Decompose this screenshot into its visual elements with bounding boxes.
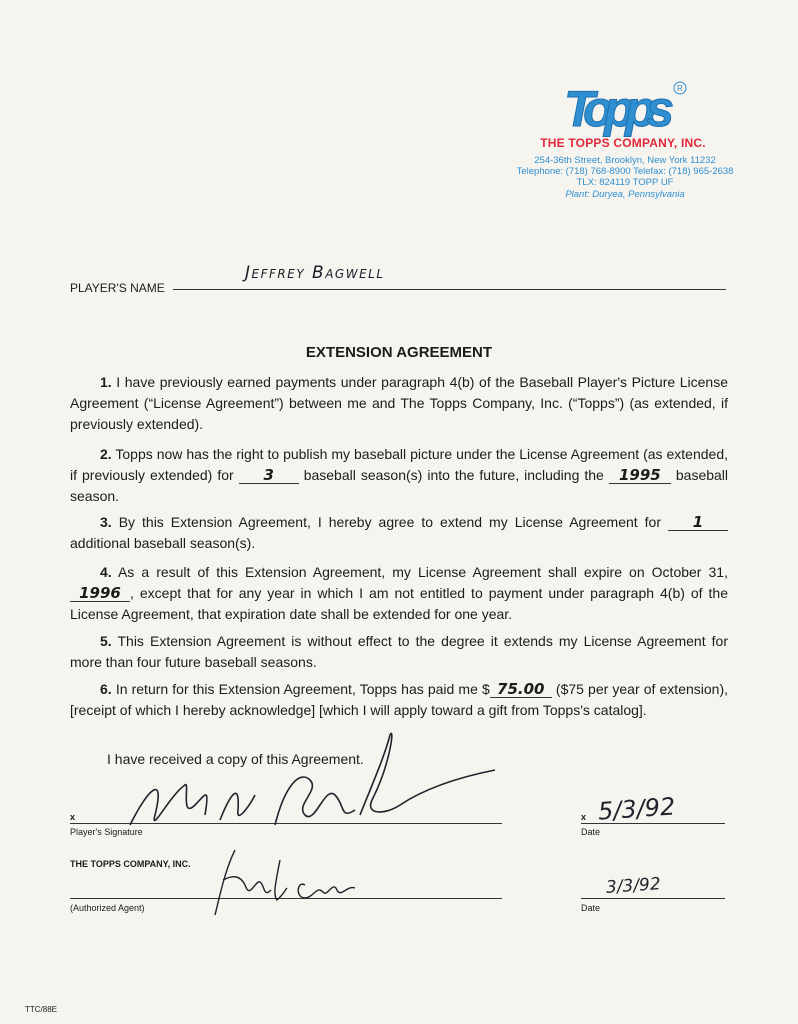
company-address: 254-36th Street, Brooklyn, New York 11232 xyxy=(534,155,716,166)
player-name-value: Jeffrey Bagwell xyxy=(245,263,385,283)
company-signature-label: THE TOPPS COMPANY, INC. xyxy=(70,859,191,869)
paragraph-text: I have previously earned payments under paragraph 4(b) of the Baseball Player's Picture License Agreement (“License Agreement”) between me and The Topps Company, Inc. (“Topps”) (as extended, if previously extended). xyxy=(70,374,729,432)
paragraph-5 xyxy=(70,631,728,673)
extend-count-fill: 1 xyxy=(668,514,728,531)
company-plant: Plant: Duryea, Pennsylvania xyxy=(565,189,685,200)
document-title: EXTENSION AGREEMENT xyxy=(305,344,493,361)
paragraph-3 xyxy=(70,512,728,554)
agent-date-value: 3/3/92 xyxy=(605,874,662,898)
paragraph-number: 5. xyxy=(100,633,112,649)
expire-year-fill: 1996 xyxy=(70,585,130,602)
paragraph-1 xyxy=(70,372,728,435)
paragraph-text: , except that for any year in which I am not entitled to payment under paragraph 4(b) of the License Agreement, that expiration date shall be extended for one year. xyxy=(70,585,728,622)
form-code: TTC/88E xyxy=(25,1005,58,1014)
paragraph-text: baseball season(s) into the future, including the xyxy=(303,467,604,483)
paragraph-number: 1. xyxy=(100,374,112,390)
agent-signature xyxy=(205,840,375,920)
paragraph-text: By this Extension Agreement, I hereby agree to extend my License Agreement for xyxy=(118,514,662,530)
paragraph-text: additional baseball season(s). xyxy=(70,535,256,551)
paragraph-6 xyxy=(70,679,728,721)
paragraph-text: As a result of this Extension Agreement, my License Agreement shall expire on October 31, xyxy=(117,564,728,580)
paragraph-number: 3. xyxy=(100,514,112,530)
agent-signature-label: (Authorized Agent) xyxy=(70,903,145,913)
paragraph-text: This Extension Agreement is without effect to the degree it extends my License Agreement for more than four future baseball seasons. xyxy=(70,633,728,670)
player-signature-label: Player's Signature xyxy=(70,827,143,837)
player-date-value: 5/3/92 xyxy=(597,792,677,826)
player-date-label: Date xyxy=(581,827,601,837)
topps-logo xyxy=(560,78,690,138)
paragraph-number: 4. xyxy=(100,564,112,580)
player-signature xyxy=(110,725,510,840)
paragraph-text: baseball season. xyxy=(70,467,729,504)
company-name: THE TOPPS COMPANY, INC. xyxy=(540,136,706,150)
paragraph-number: 6. xyxy=(100,681,112,697)
player-name-label: PLAYER'S NAME xyxy=(70,281,165,295)
company-telex: TLX: 824119 TOPP UF xyxy=(576,177,674,188)
paragraph-number: 2. xyxy=(100,446,112,462)
paragraph-text: Topps now has the right to publish my baseball picture under the License Agreement (as extended, if previously extended) for xyxy=(70,446,728,483)
amount-fill: 75.00 xyxy=(490,681,552,698)
svg-text:Topps: Topps xyxy=(564,81,674,137)
paragraph-2 xyxy=(70,444,728,507)
paragraph-text: ($75 per year of extension), [receipt of which I hereby acknowledge] [which I will apply toward a gift from Topps's catalog]. xyxy=(70,681,729,718)
player-signature-x: x xyxy=(70,812,76,822)
seasons-fill: 3 xyxy=(239,467,299,484)
player-name-line xyxy=(173,289,726,290)
agent-date-line xyxy=(581,898,725,899)
received-copy-text: I have received a copy of this Agreement. xyxy=(107,751,364,767)
company-phone: Telephone: (718) 768-8900 Telefax: (718) 965-2638 xyxy=(516,166,734,177)
svg-text:R: R xyxy=(677,84,683,93)
year-fill: 1995 xyxy=(609,467,671,484)
paragraph-4 xyxy=(70,562,728,625)
agent-date-label: Date xyxy=(581,903,601,913)
player-date-x: x xyxy=(581,812,587,822)
paragraph-text: In return for this Extension Agreement, Topps has paid me $ xyxy=(115,681,490,697)
